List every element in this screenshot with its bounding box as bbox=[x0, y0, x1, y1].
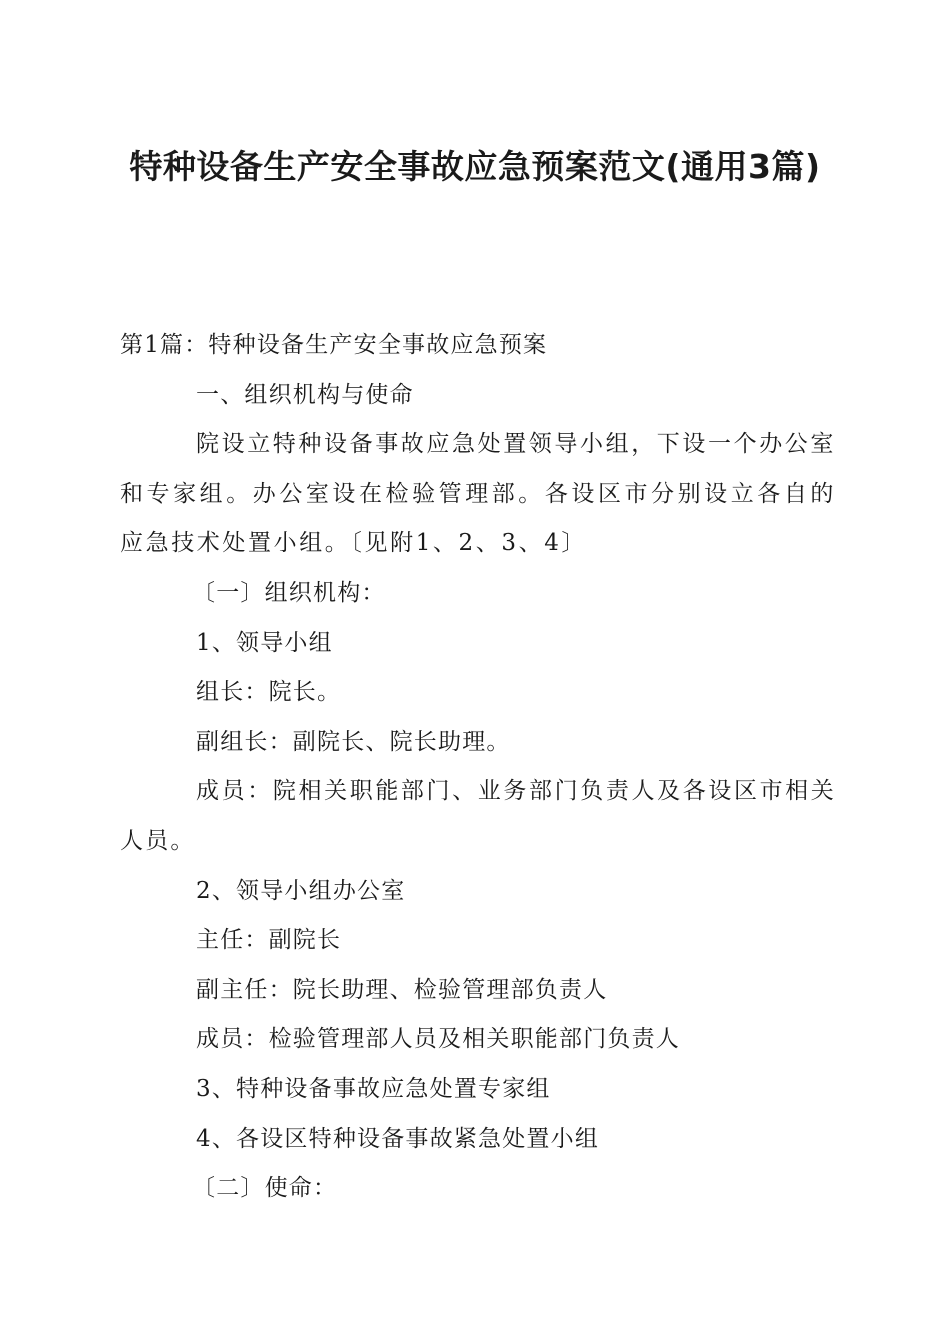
item-office-members: 成员：检验管理部人员及相关职能部门负责人 bbox=[196, 1026, 680, 1053]
item-office: 2、领导小组办公室 bbox=[196, 877, 406, 904]
item-emergency-team: 4、各设区特种设备事故紧急处置小组 bbox=[196, 1125, 600, 1152]
item-deputy-director: 副主任：院长助理、检验管理部负责人 bbox=[196, 976, 608, 1003]
subheading-mission: 〔二〕使命： bbox=[192, 1175, 338, 1202]
subheading-org-structure: 〔一〕组织机构： bbox=[192, 579, 386, 606]
item-expert-group: 3、特种设备事故应急处置专家组 bbox=[196, 1075, 551, 1102]
document-body bbox=[120, 321, 836, 1214]
item-deputy-leader: 副组长：副院长、院长助理。 bbox=[196, 728, 511, 755]
item-director: 主任：副院长 bbox=[196, 927, 342, 954]
subheading-organization-mission: 一、组织机构与使命 bbox=[196, 381, 414, 408]
document-title: 特种设备生产安全事故应急预案范文(通用3篇) bbox=[129, 147, 821, 186]
item-leadership-group: 1、领导小组 bbox=[196, 629, 333, 656]
paragraph-setup: 院设立特种设备事故应急处置领导小组，下设一个办公室和专家组。办公室设在检验管理部。各设区市分别设立各自的应急技术处置小组。〔见附1、2、3、4〕 bbox=[120, 431, 836, 557]
item-leader: 组长：院长。 bbox=[196, 679, 342, 706]
item-members: 成员：院相关职能部门、业务部门负责人及各设区市相关人员。 bbox=[120, 778, 836, 854]
section-heading-part-1: 第1篇：特种设备生产安全事故应急预案 bbox=[120, 332, 548, 358]
